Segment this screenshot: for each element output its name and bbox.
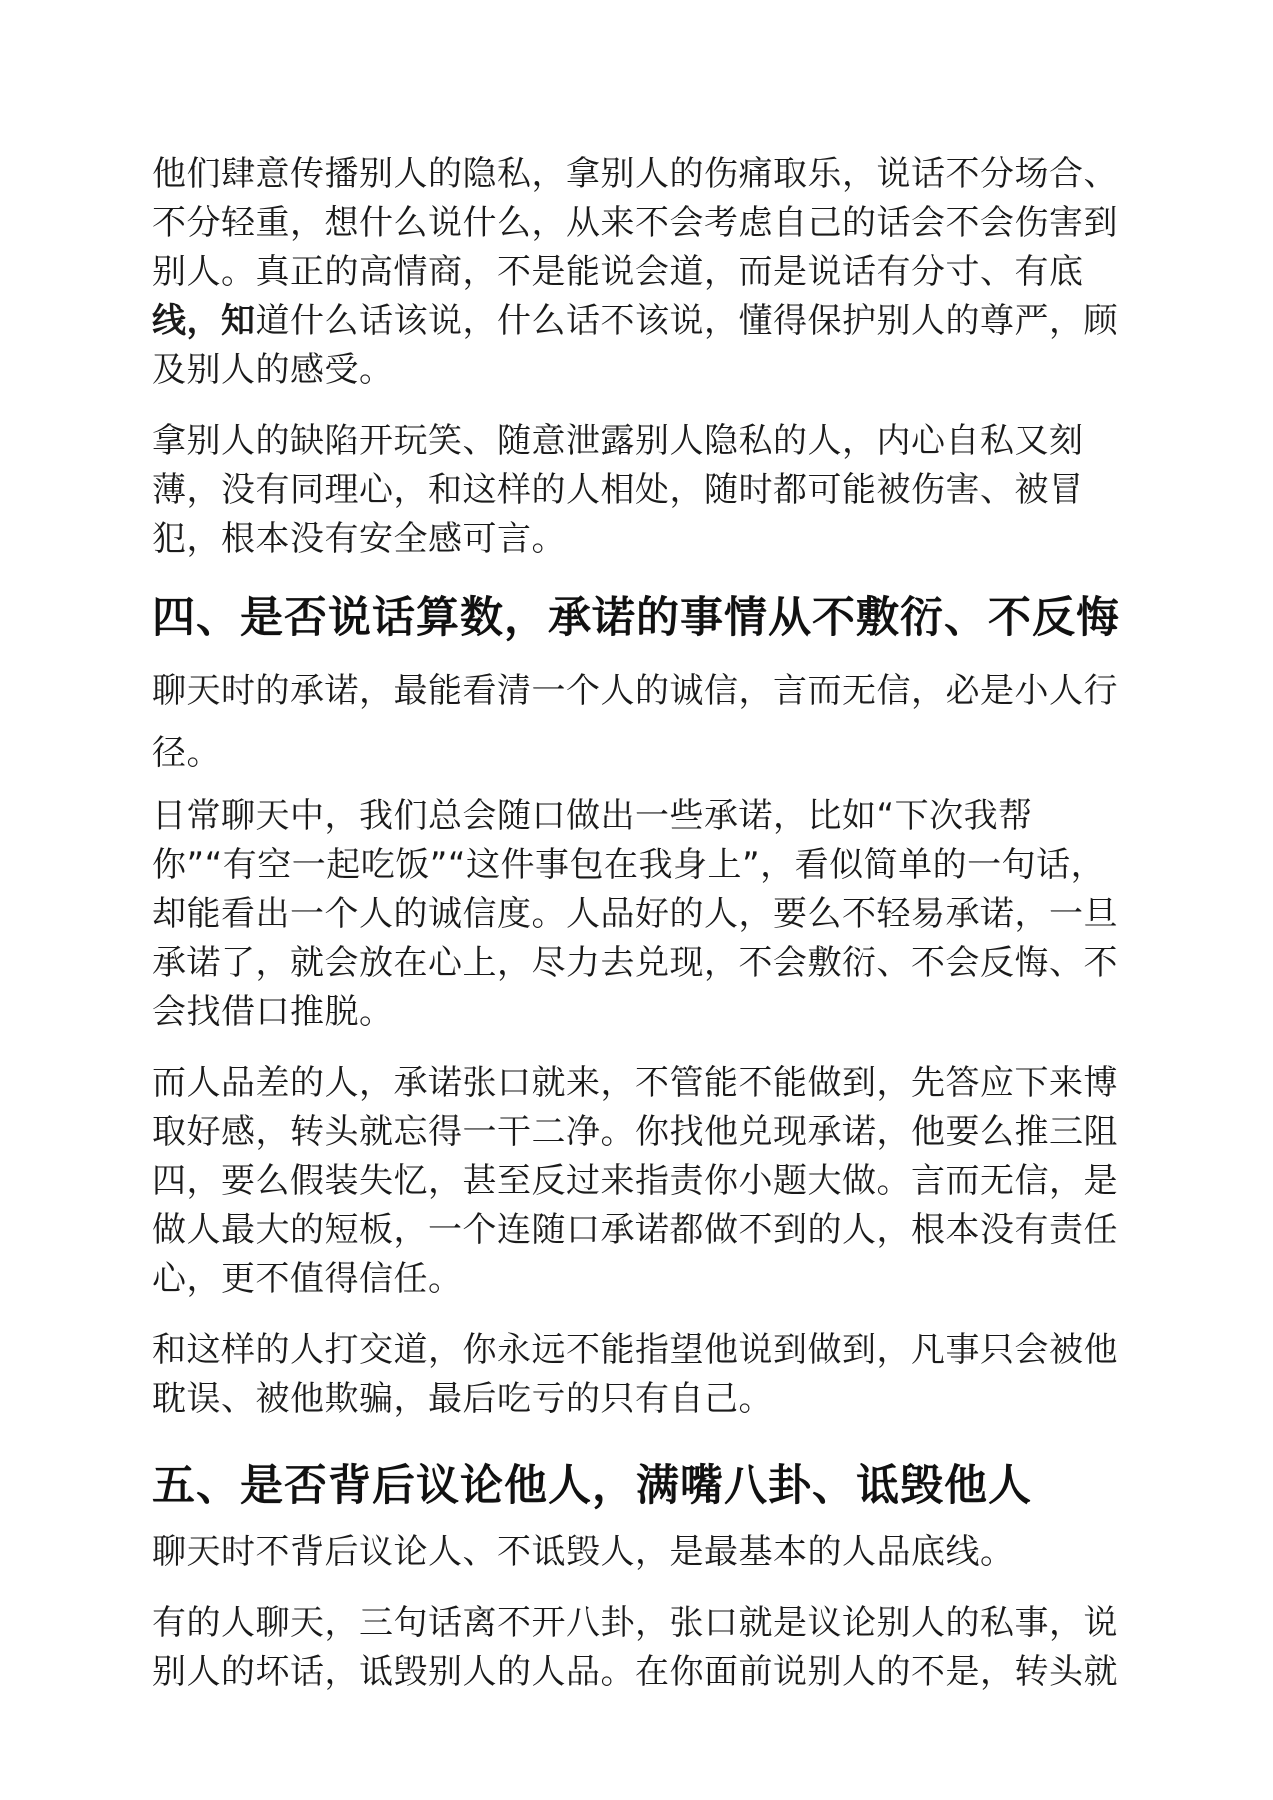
article-body	[152, 150, 1127, 1719]
paragraph: 聊天时不背后议论人、不诋毁人，是最基本的人品底线。	[152, 1532, 1015, 1572]
paragraph-text: 他们肆意传播别人的隐私，拿别人的伤痛取乐，说话不分场合、不分轻重，想什么说什么，从来不会考虑自己的话会不会伤害到别人。真正的高情商，不是能说会道，而是说话有分寸、有底	[152, 154, 1118, 292]
section-heading-4: 四、是否说话算数，承诺的事情从不敷衍、不反悔	[152, 593, 1120, 643]
paragraph: 有的人聊天，三句话离不开八卦，张口就是议论别人的私事，说别人的坏话，诋毁别人的人品。在你面前说别人的不是，转头就	[152, 1603, 1118, 1692]
paragraph-text: 道什么话该说，什么话不该说，懂得保护别人的尊严，顾及别人的感受。	[152, 301, 1118, 390]
paragraph	[152, 150, 1127, 395]
paragraph: 日常聊天中，我们总会随口做出一些承诺，比如“下次我帮你”“有空一起吃饭”“这件事包在我身上”，看似简单的一句话，却能看出一个人的诚信度。人品好的人，要么不轻易承诺，一旦承诺了，就会放在心上，尽力去兑现，不会敷衍、不会反悔、不会找借口推脱。	[152, 796, 1118, 1032]
paragraph: 拿别人的缺陷开玩笑、随意泄露别人隐私的人，内心自私又刻薄，没有同理心，和这样的人相处，随时都可能被伤害、被冒犯，根本没有安全感可言。	[152, 421, 1084, 559]
paragraph: 而人品差的人，承诺张口就来，不管能不能做到，先答应下来博取好感，转头就忘得一干二净。你找他兑现承诺，他要么推三阻四，要么假装失忆，甚至反过来指责你小题大做。言而无信，是做人最大的短板，一个连随口承诺都做不到的人，根本没有责任心，更不值得信任。	[152, 1063, 1118, 1299]
section-heading-5: 五、是否背后议论他人，满嘴八卦、诋毁他人	[152, 1461, 1032, 1511]
paragraph: 和这样的人打交道，你永远不能指望他说到做到，凡事只会被他耽误、被他欺骗，最后吃亏的只有自己。	[152, 1330, 1118, 1419]
bold-text: 线，知	[152, 301, 256, 341]
paragraph: 聊天时的承诺，最能看清一个人的诚信，言而无信，必是小人行径。	[152, 671, 1118, 773]
